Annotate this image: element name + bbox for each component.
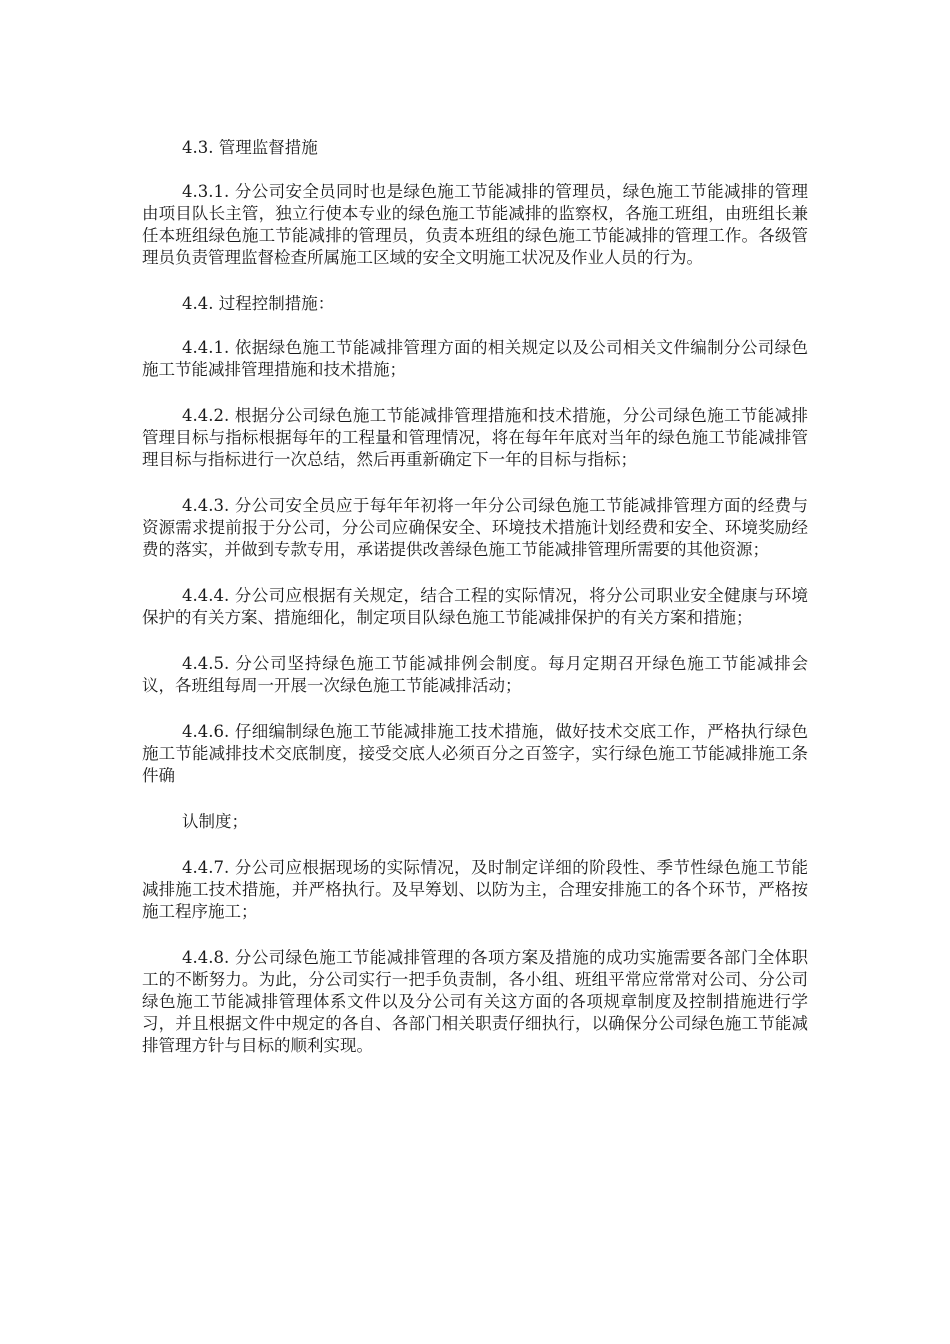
paragraph-4-4-6-continued: 认制度； <box>182 812 248 831</box>
paragraph-4-4-7: 4.4.7. 分公司应根据现场的实际情况，及时制定详细的阶段性、季节性绿色施工节能减排施工技术措施，并严格执行。及早筹划、以防为主，合理安排施工的各个环节，严格按施工程序施工； <box>142 858 808 921</box>
paragraph-4-4-1: 4.4.1. 依据绿色施工节能减排管理方面的相关规定以及公司相关文件编制分公司绿色施工节能减排管理措施和技术措施； <box>142 338 808 379</box>
section-heading-4-4: 4.4. 过程控制措施： <box>182 294 335 313</box>
paragraph-4-4-2: 4.4.2. 根据分公司绿色施工节能减排管理措施和技术措施，分公司绿色施工节能减排管理目标与指标根据每年的工程量和管理情况，将在每年年底对当年的绿色施工节能减排管理目标与指标进行一次总结，然后再重新确定下一年的目标与指标； <box>142 406 808 469</box>
section-heading-4-3: 4.3. 管理监督措施 <box>182 138 318 157</box>
paragraph-4-4-5: 4.4.5. 分公司坚持绿色施工节能减排例会制度。每月定期召开绿色施工节能减排会议，各班组每周一开展一次绿色施工节能减排活动； <box>142 654 808 695</box>
paragraph-4-3-1: 4.3.1. 分公司安全员同时也是绿色施工节能减排的管理员，绿色施工节能减排的管理由项目队长主管，独立行使本专业的绿色施工节能减排的监察权，各施工班组，由班组长兼任本班组绿色施工节能减排的管理员，负责本班组的绿色施工节能减排的管理工作。各级管理员负责管理监督检查所属施工区域的安全文明施工状况及作业人员的行为。 <box>142 182 808 267</box>
paragraph-4-4-8: 4.4.8. 分公司绿色施工节能减排管理的各项方案及措施的成功实施需要各部门全体职工的不断努力。为此，分公司实行一把手负责制，各小组、班组平常应常常对公司、分公司绿色施工节能减排管理体系文件以及分公司有关这方面的各项规章制度及控制措施进行学习，并且根据文件中规定的各自、各部门相关职责仔细执行，以确保分公司绿色施工节能减排管理方针与目标的顺利实现。 <box>142 948 808 1055</box>
paragraph-4-4-6: 4.4.6. 仔细编制绿色施工节能减排施工技术措施，做好技术交底工作，严格执行绿色施工节能减排技术交底制度，接受交底人必须百分之百签字，实行绿色施工节能减排施工条件确 <box>142 722 808 785</box>
document-page <box>142 137 808 1081</box>
paragraph-4-4-4: 4.4.4. 分公司应根据有关规定，结合工程的实际情况，将分公司职业安全健康与环境保护的有关方案、措施细化，制定项目队绿色施工节能减排保护的有关方案和措施； <box>142 586 808 627</box>
paragraph-4-4-3: 4.4.3. 分公司安全员应于每年年初将一年分公司绿色施工节能减排管理方面的经费与资源需求提前报于分公司，分公司应确保安全、环境技术措施计划经费和安全、环境奖励经费的落实，并做到专款专用，承诺提供改善绿色施工节能减排管理所需要的其他资源； <box>142 496 808 559</box>
